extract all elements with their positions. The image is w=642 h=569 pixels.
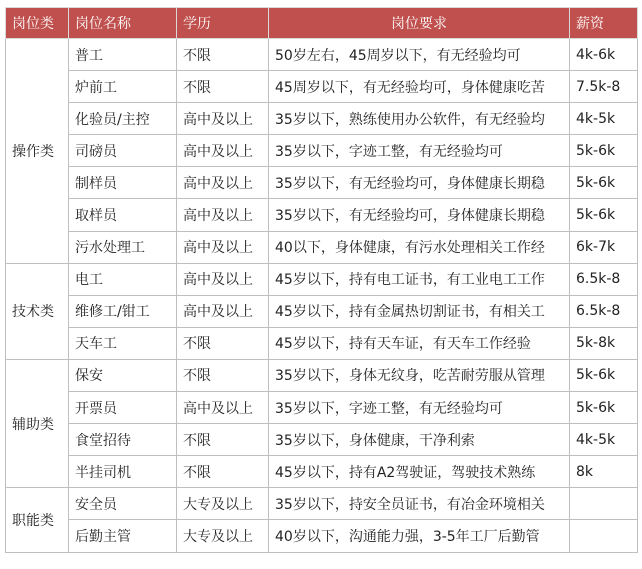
table-row <box>6 488 638 520</box>
job-requirements: 40岁以下，沟通能力强，3-5年工厂后勤管 <box>269 520 570 552</box>
job-salary: 6.5k-8 <box>570 295 638 327</box>
job-education: 高中及以上 <box>177 167 269 199</box>
job-education: 大专及以上 <box>177 488 269 520</box>
job-salary: 5k-6k <box>570 392 638 424</box>
table-row <box>6 103 638 135</box>
job-education: 不限 <box>177 359 269 391</box>
job-salary: 4k-6k <box>570 39 638 71</box>
category-cell: 辅助类 <box>6 359 69 487</box>
job-name: 化验员/主控 <box>69 103 177 135</box>
job-education: 高中及以上 <box>177 392 269 424</box>
job-name: 司磅员 <box>69 135 177 167</box>
header-salary: 薪资 <box>570 8 638 39</box>
job-requirements: 35岁以下，字迹工整，有无经验均可 <box>269 392 570 424</box>
job-salary: 5k-8k <box>570 327 638 359</box>
job-salary: 5k-6k <box>570 167 638 199</box>
job-name: 食堂招待 <box>69 424 177 456</box>
job-name: 制样员 <box>69 167 177 199</box>
job-education: 高中及以上 <box>177 199 269 231</box>
job-requirements: 45岁以下，持有金属热切割证书，有相关工 <box>269 295 570 327</box>
job-name: 后勤主管 <box>69 520 177 552</box>
job-salary: 4k-5k <box>570 103 638 135</box>
job-table <box>5 7 638 553</box>
job-name: 安全员 <box>69 488 177 520</box>
category-cell: 职能类 <box>6 488 69 552</box>
header-requirements: 岗位要求 <box>269 8 570 39</box>
job-name: 电工 <box>69 263 177 295</box>
job-salary: 4k-5k <box>570 424 638 456</box>
job-salary: 5k-6k <box>570 135 638 167</box>
job-salary: 5k-6k <box>570 199 638 231</box>
job-education: 高中及以上 <box>177 135 269 167</box>
job-requirements: 45周岁以下，有无经验均可，身体健康吃苦 <box>269 71 570 103</box>
job-requirements: 45岁以下，持有电工证书，有工业电工工作 <box>269 263 570 295</box>
job-salary: 7.5k-8 <box>570 71 638 103</box>
job-education: 不限 <box>177 456 269 488</box>
job-education: 不限 <box>177 327 269 359</box>
job-name: 开票员 <box>69 392 177 424</box>
job-salary <box>570 520 638 552</box>
table-row <box>6 327 638 359</box>
job-name: 保安 <box>69 359 177 391</box>
header-category: 岗位类 <box>6 8 69 39</box>
job-salary: 6.5k-8 <box>570 263 638 295</box>
job-requirements: 35岁以下，熟练使用办公软件，有无经验均 <box>269 103 570 135</box>
job-name: 污水处理工 <box>69 231 177 263</box>
job-requirements: 40以下，身体健康，有污水处理相关工作经 <box>269 231 570 263</box>
job-name: 维修工/钳工 <box>69 295 177 327</box>
header-name: 岗位名称 <box>69 8 177 39</box>
job-name: 天车工 <box>69 327 177 359</box>
table-row <box>6 231 638 263</box>
table-row <box>6 456 638 488</box>
header-education: 学历 <box>177 8 269 39</box>
job-education: 大专及以上 <box>177 520 269 552</box>
table-row <box>6 263 638 295</box>
table-row <box>6 39 638 71</box>
category-cell: 技术类 <box>6 263 69 359</box>
table-row <box>6 520 638 552</box>
job-requirements: 35岁以下，身体健康，干净利索 <box>269 424 570 456</box>
table-row <box>6 424 638 456</box>
job-education: 不限 <box>177 71 269 103</box>
table-row <box>6 295 638 327</box>
job-salary <box>570 488 638 520</box>
table-row <box>6 199 638 231</box>
job-requirements: 35岁以下，持安全员证书，有冶金环境相关 <box>269 488 570 520</box>
category-cell: 操作类 <box>6 39 69 264</box>
job-salary: 5k-6k <box>570 359 638 391</box>
table-row <box>6 71 638 103</box>
job-salary: 6k-7k <box>570 231 638 263</box>
job-requirements: 45岁以下，持有A2驾驶证，驾驶技术熟练 <box>269 456 570 488</box>
table-row <box>6 392 638 424</box>
table-row <box>6 359 638 391</box>
table-row <box>6 135 638 167</box>
job-requirements: 45岁以下，持有天车证，有天车工作经验 <box>269 327 570 359</box>
job-requirements: 35岁以下，字迹工整，有无经验均可 <box>269 135 570 167</box>
job-requirements: 35岁以下，有无经验均可，身体健康长期稳 <box>269 199 570 231</box>
job-name: 炉前工 <box>69 71 177 103</box>
job-education: 高中及以上 <box>177 263 269 295</box>
job-education: 高中及以上 <box>177 231 269 263</box>
job-requirements: 35岁以下，有无经验均可，身体健康长期稳 <box>269 167 570 199</box>
table-row <box>6 167 638 199</box>
job-education: 不限 <box>177 39 269 71</box>
job-name: 半挂司机 <box>69 456 177 488</box>
job-requirements: 35岁以下，身体无纹身，吃苦耐劳服从管理 <box>269 359 570 391</box>
job-requirements: 50岁左右，45周岁以下，有无经验均可 <box>269 39 570 71</box>
job-education: 高中及以上 <box>177 295 269 327</box>
job-education: 高中及以上 <box>177 103 269 135</box>
job-education: 不限 <box>177 424 269 456</box>
job-salary: 8k <box>570 456 638 488</box>
job-name: 取样员 <box>69 199 177 231</box>
job-name: 普工 <box>69 39 177 71</box>
header-row <box>6 8 638 39</box>
